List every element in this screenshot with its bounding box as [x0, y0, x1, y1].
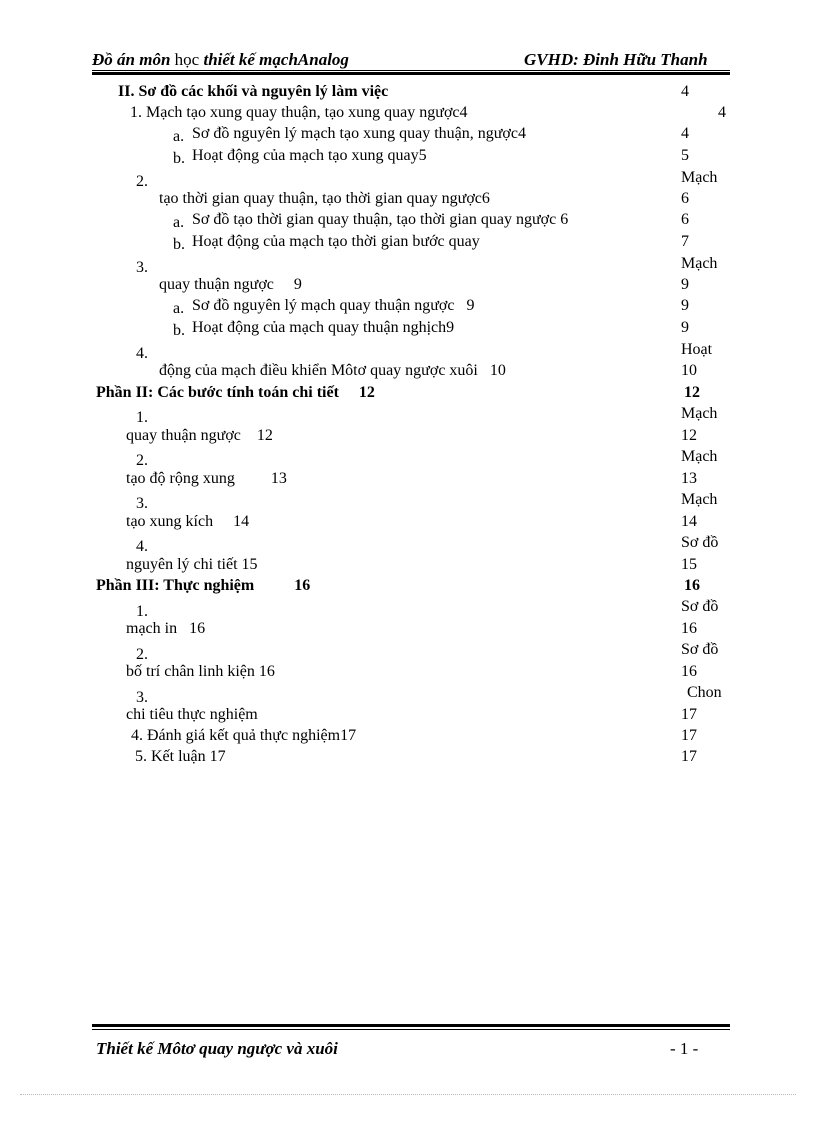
footer-page-number: - 1 -: [670, 1039, 699, 1058]
header-left-part3: thiết kế mạchAnalog: [199, 50, 349, 69]
toc-entry-1: 1. Mạch tạo xung quay thuận, tạo xung quay ngược4: [130, 104, 468, 121]
toc-page-17: 16: [681, 620, 697, 637]
toc-entry-2: Sơ đồ nguyên lý mạch tạo xung quay thuận, ngược4: [192, 125, 526, 142]
footer-title: Thiết kế Môtơ quay ngược và xuôi: [96, 1039, 338, 1058]
toc-entry-9: Hoạt động của mạch quay thuận nghịch9: [192, 319, 455, 336]
toc-entry-3: Hoạt động của mạch tạo xung quay5: [192, 147, 427, 164]
footer-rule-thin: [92, 1029, 730, 1030]
toc-right-18: Sơ đồ: [681, 641, 719, 658]
toc-entry-14: tạo xung kích 14: [126, 513, 250, 530]
toc-entry-13: tạo độ rộng xung 13: [126, 470, 287, 487]
toc-page-18: 16: [681, 663, 697, 680]
toc-page-5: 6: [681, 211, 689, 228]
header-rule-thick: [92, 72, 730, 75]
toc-entry-6: Hoạt động của mạch tạo thời gian bước quay: [192, 233, 480, 250]
toc-entry-11: Phần II: Các bước tính toán chi tiết 12: [96, 384, 375, 401]
toc-page-1: 4: [718, 104, 726, 121]
header-right: GVHD: Đinh Hữu Thanh: [524, 50, 708, 69]
page-edge-dotted-line: [20, 1094, 796, 1095]
toc-entry-0: II. Sơ đồ các khối và nguyên lý làm việc: [118, 83, 389, 100]
toc-page-0: 4: [681, 83, 689, 100]
toc-page-8: 9: [681, 297, 689, 314]
header-left-part1: Đồ án môn: [92, 50, 171, 69]
toc-right-14: Mạch: [681, 491, 718, 508]
toc-entry-17: mạch in 16: [126, 620, 206, 637]
toc-entry-10: động của mạch điều khiển Môtơ quay ngược xuôi 10: [159, 362, 506, 379]
toc-page-3: 5: [681, 147, 689, 164]
toc-entry-12: quay thuận ngược 12: [126, 427, 273, 444]
toc-num-14: 3.: [136, 495, 148, 512]
header-left: [92, 50, 349, 70]
toc-entry-15: nguyên lý chi tiết 15: [126, 556, 258, 573]
toc-page-2: 4: [681, 125, 689, 142]
toc-entry-8: Sơ đồ nguyên lý mạch quay thuận ngược 9: [192, 297, 475, 314]
toc-right-15: Sơ đồ: [681, 534, 719, 551]
toc-entry-16: Phần III: Thực nghiệm 16: [96, 577, 311, 594]
toc-entry-20: 4. Đánh giá kết quả thực nghiệm17: [131, 727, 357, 744]
toc-page-4: 6: [681, 190, 689, 207]
toc-page-7: 9: [681, 276, 689, 293]
toc-page-13: 13: [681, 470, 697, 487]
toc-num-15: 4.: [136, 538, 148, 555]
toc-marker-6: b.: [173, 236, 185, 253]
toc-page-16: 16: [684, 577, 700, 594]
toc-page-9: 9: [681, 319, 689, 336]
toc-num-7: 3.: [136, 259, 148, 276]
toc-entry-7: quay thuận ngược 9: [159, 276, 302, 293]
toc-page-21: 17: [681, 748, 697, 765]
toc-right-19: Chon: [687, 684, 722, 701]
toc-right-4: Mạch: [681, 169, 718, 186]
toc-num-19: 3.: [136, 689, 148, 706]
toc-page-15: 15: [681, 556, 697, 573]
toc-num-10: 4.: [136, 345, 148, 362]
toc-entry-4: tạo thời gian quay thuận, tạo thời gian quay ngược6: [159, 190, 490, 207]
toc-page-19: 17: [681, 706, 697, 723]
toc-page-20: 17: [681, 727, 697, 744]
toc-page-10: 10: [681, 362, 697, 379]
toc-num-13: 2.: [136, 452, 148, 469]
toc-right-12: Mạch: [681, 405, 718, 422]
toc-entry-21: 5. Kết luận 17: [135, 748, 226, 765]
toc-entry-18: bố trí chân linh kiện 16: [126, 663, 275, 680]
toc-num-12: 1.: [136, 409, 148, 426]
toc-page-6: 7: [681, 233, 689, 250]
toc-marker-8: a.: [173, 300, 185, 317]
toc-page-12: 12: [681, 427, 697, 444]
toc-page-11: 12: [684, 384, 700, 401]
toc-marker-9: b.: [173, 322, 185, 339]
header-rule-thin: [92, 70, 730, 71]
toc-marker-2: a.: [173, 128, 185, 145]
toc-right-13: Mạch: [681, 448, 718, 465]
toc-marker-5: a.: [173, 214, 185, 231]
toc-right-17: Sơ đồ: [681, 598, 719, 615]
toc-num-18: 2.: [136, 646, 148, 663]
footer-rule-thick: [92, 1024, 730, 1027]
toc-right-7: Mạch: [681, 255, 718, 272]
toc-entry-19: chi tiêu thực nghiệm: [126, 706, 258, 723]
toc-marker-3: b.: [173, 150, 185, 167]
header-left-part2: học: [170, 50, 200, 69]
toc-page-14: 14: [681, 513, 697, 530]
toc-num-17: 1.: [136, 603, 148, 620]
toc-right-10: Hoạt: [681, 341, 713, 358]
toc-num-4: 2.: [136, 173, 148, 190]
toc-entry-5: Sơ đồ tạo thời gian quay thuận, tạo thời gian quay ngược 6: [192, 211, 569, 228]
